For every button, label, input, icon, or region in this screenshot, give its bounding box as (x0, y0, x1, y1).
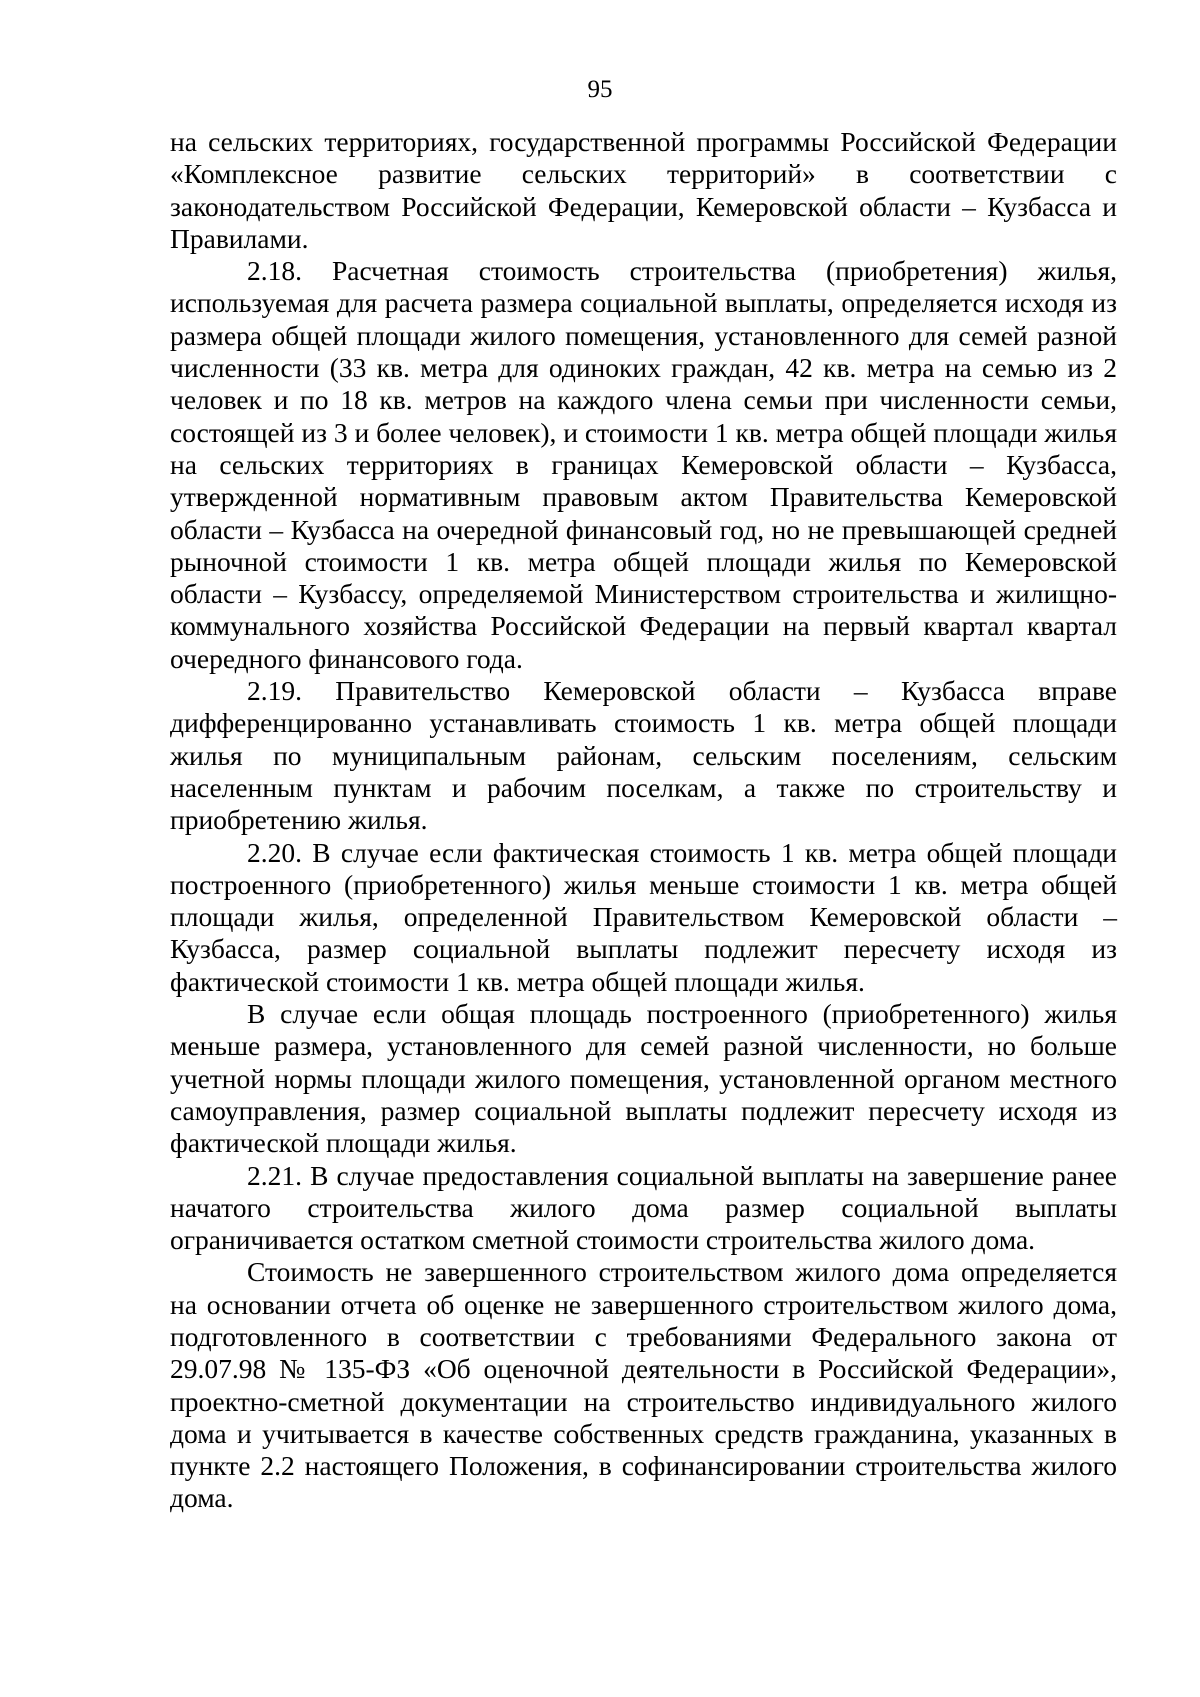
paragraph-2-19: 2.19. Правительство Кемеровской области – Кузбасса вправе дифференцированно устанавливать стоимость 1 кв. метра общей площади жилья по муниципальным районам, сельским поселениям, сельским населенным пунктам и рабочим поселкам, а также по строительству и приобретению жилья. (170, 675, 1117, 836)
paragraph-2-18: 2.18. Расчетная стоимость строительства (приобретения) жилья, используемая для расчета размера социальной выплаты, определяется исходя из размера общей площади жилого помещения, установленного для семей разной численности (33 кв. метра для одиноких граждан, 42 кв. метра на семью из 2 человек и по 18 кв. метров на каждого члена семьи при численности семьи, состоящей из 3 и более человек), и стоимости 1 кв. метра общей площади жилья на сельских территориях в границах Кемеровской области – Кузбасса, утвержденной нормативным правовым актом Правительства Кемеровской области – Кузбасса на очередной финансовый год, но не превышающей средней рыночной стоимости 1 кв. метра общей площади жилья по Кемеровской области – Кузбассу, определяемой Министерством строительства и жилищно-коммунального хозяйства Российской Федерации на первый квартал квартал очередного финансового года. (170, 255, 1117, 674)
paragraph-2-21-second: Стоимость не завершенного строительством жилого дома определяется на основании отчета об оценке не завершенного строительством жилого дома, подготовленного в соответствии с требованиями Федерального закона от 29.07.98 № 135-ФЗ «Об оценочной деятельности в Российской Федерации», проектно-сметной документации на строительство индивидуального жилого дома и учитывается в качестве собственных средств гражданина, указанных в пункте 2.2 настоящего Положения, в софинансировании строительства жилого дома. (170, 1256, 1117, 1514)
page-number: 95 (587, 76, 613, 103)
paragraph-2-20-second: В случае если общая площадь построенного (приобретенного) жилья меньше размера, установленного для семей разной численности, но больше учетной нормы площади жилого помещения, установленной органом местного самоуправления, размер социальной выплаты подлежит пересчету исходя из фактической площади жилья. (170, 998, 1117, 1159)
paragraph-2-21: 2.21. В случае предоставления социальной выплаты на завершение ранее начатого строительства жилого дома размер социальной выплаты ограничивается остатком сметной стоимости строительства жилого дома. (170, 1159, 1117, 1256)
paragraph-2-20: 2.20. В случае если фактическая стоимость 1 кв. метра общей площади построенного (приобретенного) жилья меньше стоимости 1 кв. метра общей площади жилья, определенной Правительством Кемеровской области – Кузбасса, размер социальной выплаты подлежит пересчету исходя из фактической стоимости 1 кв. метра общей площади жилья. (170, 836, 1117, 997)
paragraph-continuation: на сельских территориях, государственной программы Российской Федерации «Комплексное развитие сельских территорий» в соответствии с законодательством Российской Федерации, Кемеровской области – Кузбасса и Правилами. (170, 126, 1117, 254)
document-body (170, 126, 1117, 1515)
